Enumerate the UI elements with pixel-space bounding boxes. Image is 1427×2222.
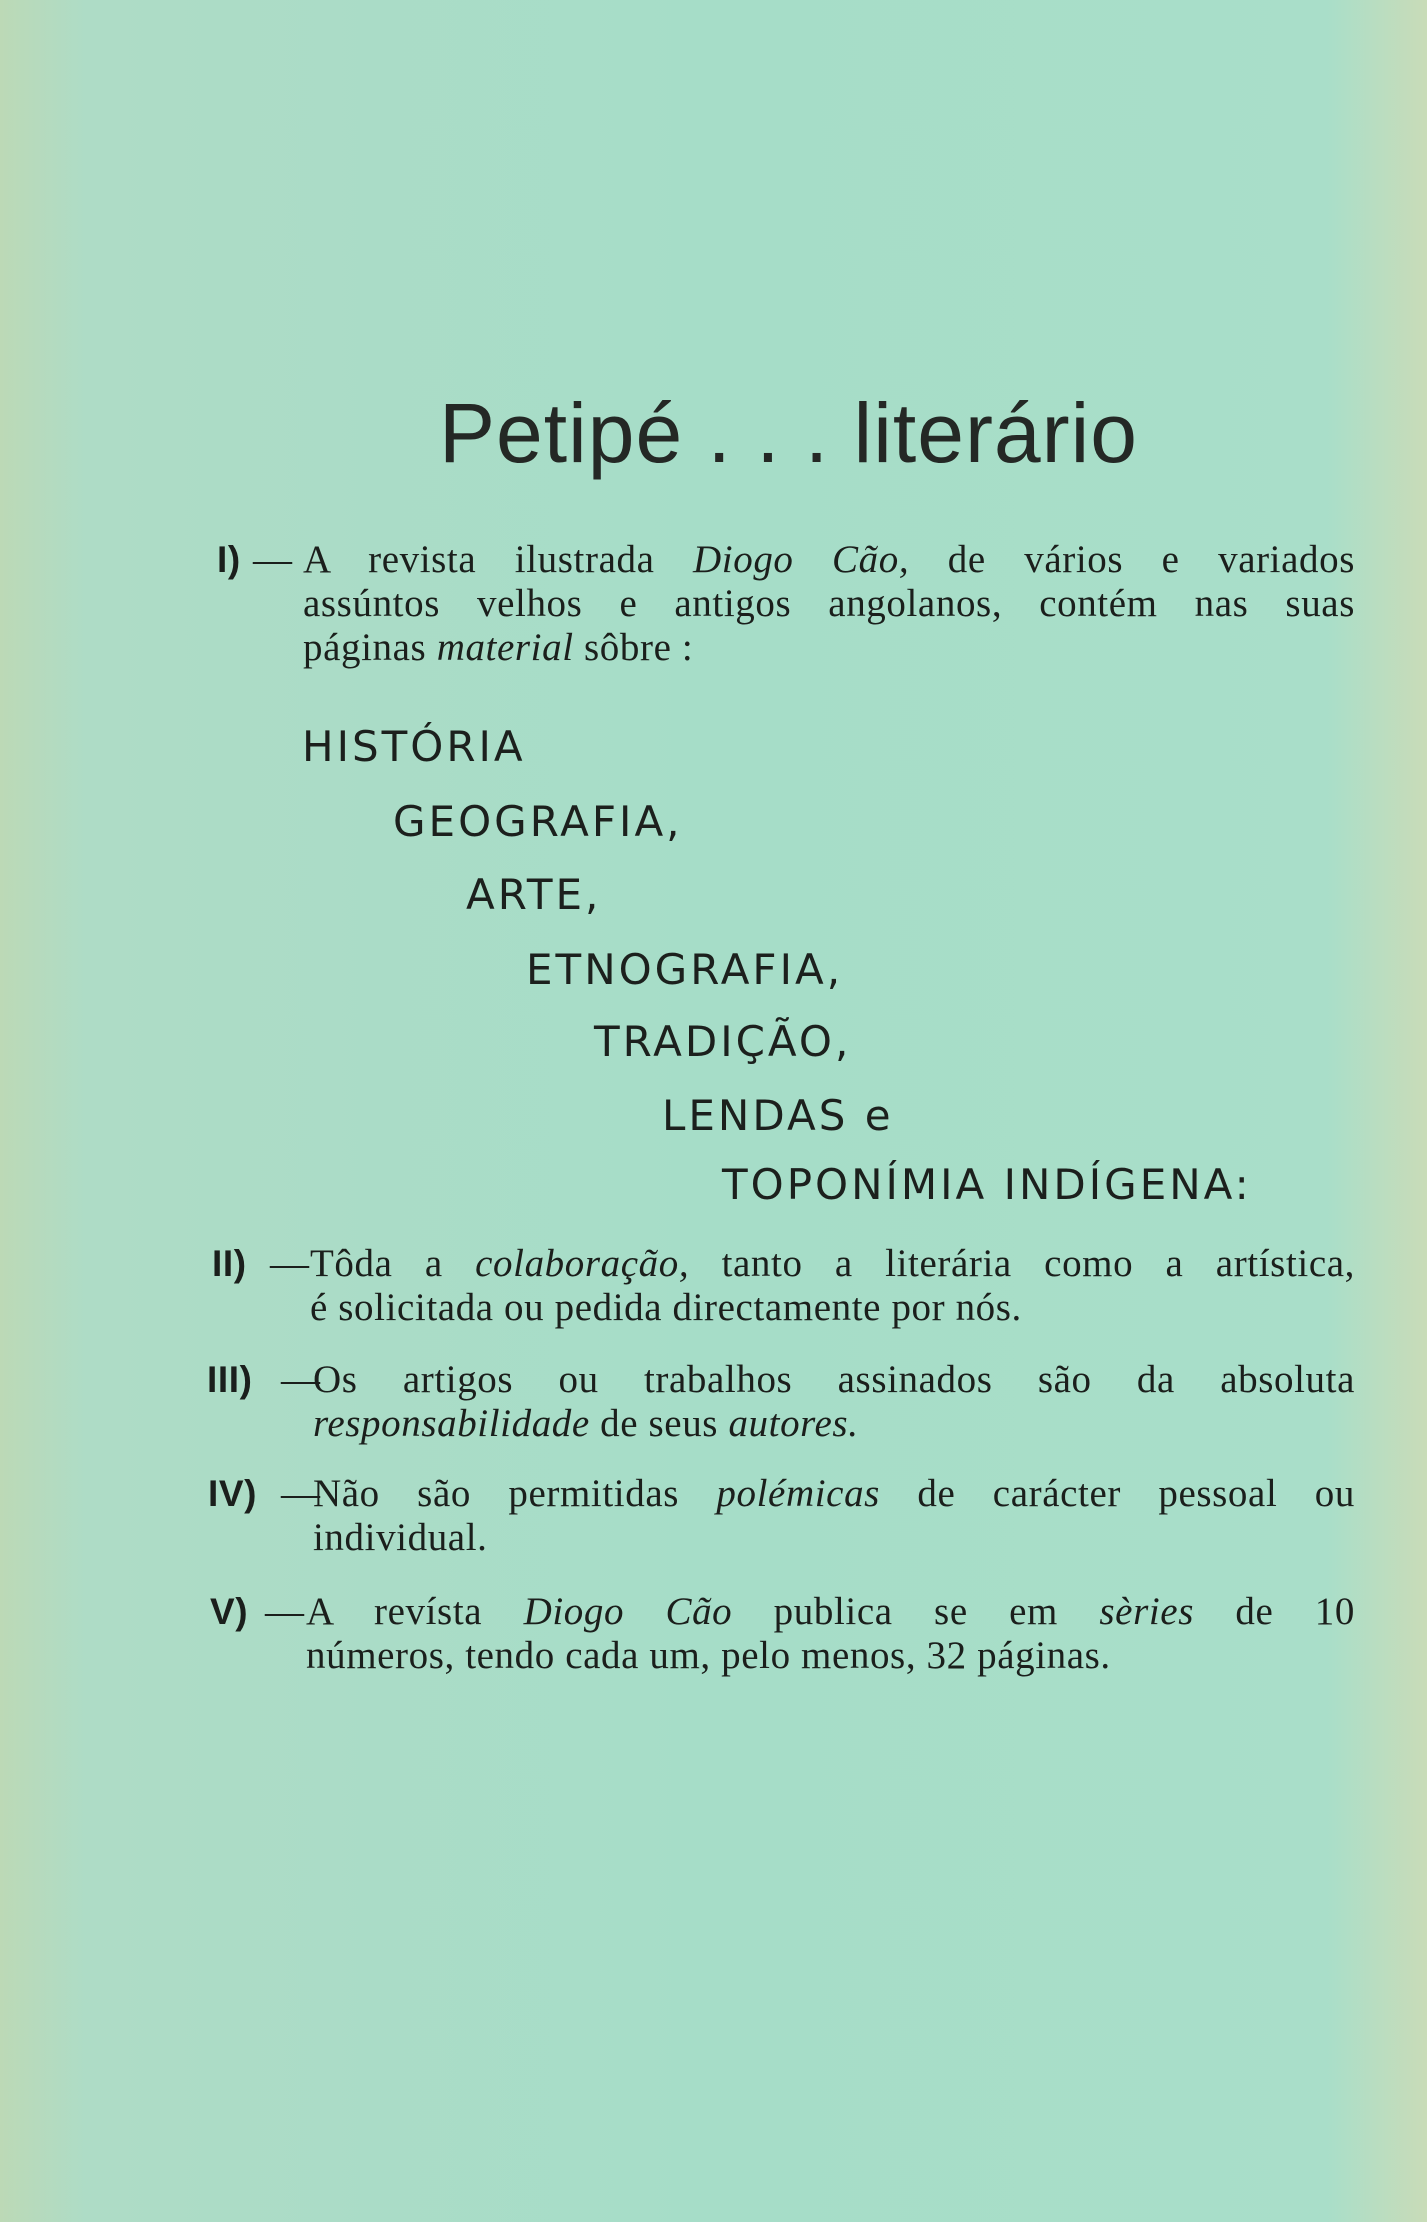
item-marker: II): [212, 1243, 247, 1284]
italic-text-run: responsabilidade: [313, 1402, 590, 1445]
text-run: de seus: [589, 1402, 729, 1445]
text-run: Não são permitidas: [313, 1472, 717, 1515]
italic-text-run: colaboração,: [475, 1242, 690, 1285]
item-dash: —: [281, 1358, 321, 1401]
item-marker: V): [210, 1591, 249, 1632]
item-marker: III): [207, 1359, 253, 1400]
text-run: Os artigos ou trabalhos assinados são da absoluta: [313, 1358, 1355, 1401]
item-text-line: [310, 1242, 1355, 1286]
item-dash: —: [265, 1590, 305, 1633]
item-text-line: [313, 1358, 1355, 1402]
item-text-line: [303, 582, 1355, 626]
item-text: [313, 1472, 1355, 1560]
item-text: [310, 1242, 1355, 1330]
topic-geografia: GEOGRAFIA,: [393, 797, 683, 846]
item-dash: —: [281, 1472, 321, 1515]
topic-etnografia: ETNOGRAFIA,: [526, 945, 844, 994]
item-marker: IV): [208, 1473, 258, 1514]
item-text: [313, 1358, 1355, 1446]
item-dash: —: [253, 538, 293, 581]
text-run: A revísta: [306, 1590, 524, 1633]
text-run: de carácter pessoal ou: [879, 1472, 1355, 1515]
text-run: publica se em: [732, 1590, 1100, 1633]
italic-text-run: material: [436, 626, 574, 669]
text-run: é solicitada ou pedida directamente por nós.: [310, 1286, 1022, 1329]
item-text: [306, 1590, 1355, 1678]
italic-text-run: Diogo Cão,: [693, 538, 910, 581]
text-run: tanto a literária como a artística,: [689, 1242, 1355, 1285]
topic-arte: ARTE,: [466, 870, 602, 919]
text-run: Tôda a: [310, 1242, 476, 1285]
item-text-line: [310, 1286, 1355, 1330]
item-text-line: [303, 538, 1355, 582]
item-text-line: [306, 1590, 1355, 1634]
item-text-line: [313, 1402, 1355, 1446]
text-run: números, tendo cada um, pelo menos, 32 páginas.: [306, 1634, 1111, 1677]
item-text: [303, 538, 1355, 670]
topic-toponimia: TOPONÍMIA INDÍGENA:: [722, 1160, 1252, 1209]
text-run: A revista ilustrada: [303, 538, 694, 581]
italic-text-run: polémicas: [716, 1472, 880, 1515]
item-text-line: [303, 626, 1355, 670]
topic-tradicao: TRADIÇÃO,: [594, 1017, 852, 1066]
text-run: de vários e variados: [909, 538, 1356, 581]
item-text-line: [313, 1472, 1355, 1516]
item-text-line: [306, 1634, 1355, 1678]
italic-text-run: autores.: [728, 1402, 859, 1445]
text-run: assúntos velhos e antigos angolanos, contém nas suas: [303, 582, 1355, 625]
text-run: sôbre :: [573, 626, 694, 669]
item-marker: I): [217, 539, 241, 580]
item-text-line: [313, 1516, 1355, 1560]
italic-text-run: Diogo Cão: [523, 1590, 733, 1633]
italic-text-run: sèries: [1099, 1590, 1194, 1633]
text-run: individual.: [313, 1516, 488, 1559]
text-run: páginas: [303, 626, 437, 669]
page-title: Petipé . . . literário: [439, 386, 1138, 480]
item-dash: —: [270, 1242, 310, 1285]
text-run: de 10: [1193, 1590, 1355, 1633]
topic-lendas: LENDAS e: [662, 1091, 894, 1140]
topic-historia: HISTÓRIA: [302, 722, 526, 771]
